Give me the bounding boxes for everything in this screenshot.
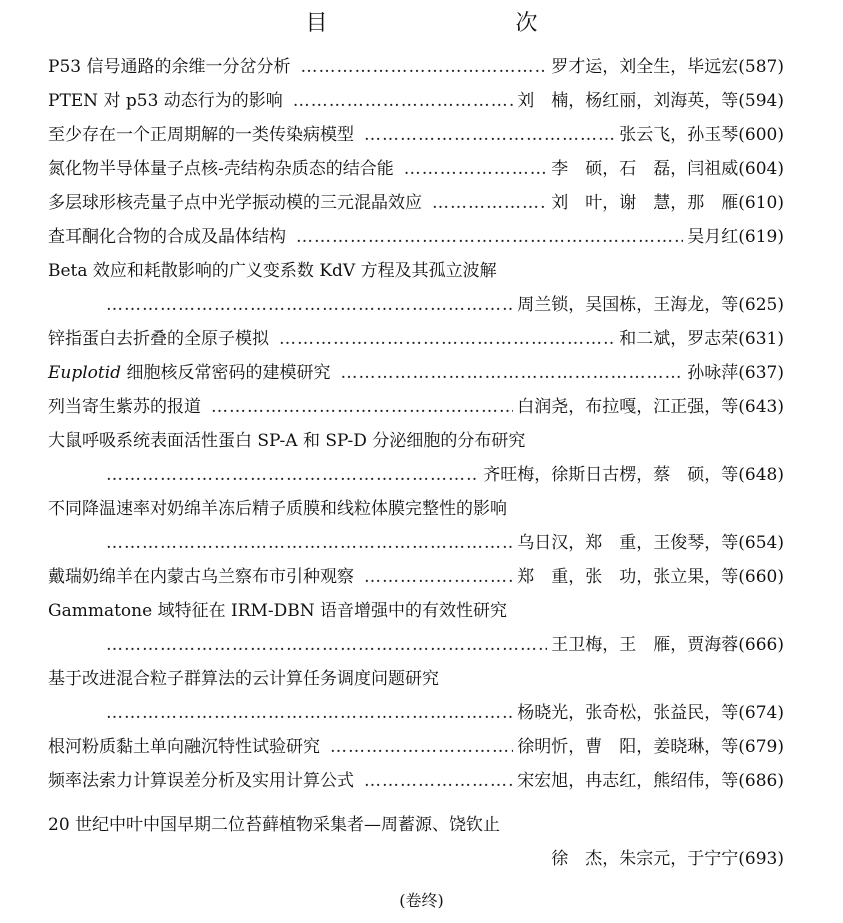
leader-dots	[106, 628, 547, 662]
leader-dots	[293, 84, 513, 118]
toc-entry	[48, 84, 784, 118]
entry-authors: 徐 杰，朱宗元，于宁宁	[551, 849, 739, 869]
entry-authors: 周兰锁，吴国栋，王海龙，等	[517, 295, 739, 315]
leader-dots	[211, 390, 513, 424]
entry-page: (625)	[738, 295, 784, 315]
entry-authors: 白润尧，布拉嘎，江正强，等	[517, 397, 739, 417]
entry-page: (610)	[738, 193, 784, 213]
entry-page: (679)	[738, 737, 784, 757]
entry-page: (604)	[738, 159, 784, 179]
entry-title: 锌指蛋白去折叠的全原子模拟	[48, 329, 269, 349]
leader-dots	[340, 356, 683, 390]
entry-title: 至少存在一个正周期解的一类传染病模型	[48, 125, 354, 145]
leader-dots	[404, 152, 548, 186]
toc-entry	[48, 662, 784, 730]
entry-authors: 齐旺梅，徐斯日古楞，蔡 硕，等	[483, 465, 739, 485]
toc-entry	[48, 322, 784, 356]
entry-title: 戴瑞奶绵羊在内蒙古乌兰察布市引种观察	[48, 567, 354, 587]
entry-authors: 张云飞，孙玉琴	[619, 125, 739, 145]
entry-authors: 和二斌，罗志荣	[619, 329, 739, 349]
toc-entry	[48, 594, 784, 662]
entry-title-italic: Euplotid	[48, 363, 122, 383]
entry-page: (654)	[738, 533, 784, 553]
entry-title: Beta 效应和耗散影响的广义变系数 KdV 方程及其孤立波解	[48, 261, 497, 281]
entry-authors: 杨晓光，张奇松，张益民，等	[517, 703, 739, 723]
toc-entry	[48, 356, 784, 390]
leader-dots	[330, 730, 513, 764]
leader-dots	[364, 764, 513, 798]
toc-entry	[48, 808, 784, 876]
toc-entry	[48, 186, 784, 220]
toc-entry	[48, 560, 784, 594]
leader-dots	[106, 526, 513, 560]
entry-page: (648)	[738, 465, 784, 485]
toc-entry	[48, 254, 784, 322]
leader-dots	[106, 696, 513, 730]
entry-title: Gammatone 域特征在 IRM-DBN 语音增强中的有效性研究	[48, 601, 508, 621]
toc-entry	[48, 50, 784, 84]
leader-dots	[279, 322, 615, 356]
entry-page: (637)	[738, 363, 784, 383]
entry-page: (693)	[738, 849, 784, 869]
entry-page: (600)	[738, 125, 784, 145]
entry-title: 列当寄生紫苏的报道	[48, 397, 201, 417]
toc-entry	[48, 764, 784, 798]
toc-entry	[48, 220, 784, 254]
entry-title: 氮化物半导体量子点核-壳结构杂质态的结合能	[48, 159, 394, 179]
entry-authors: 吴月红	[687, 227, 739, 247]
entry-title: 20 世纪中叶中国早期二位苔藓植物采集者—周蓄源、饶钦止	[48, 815, 501, 835]
leader-dots	[364, 560, 513, 594]
entry-title: PTEN 对 p53 动态行为的影响	[48, 91, 283, 111]
entry-title: 根河粉质黏土单向融沉特性试验研究	[48, 737, 320, 757]
entry-page: (643)	[738, 397, 784, 417]
toc-entry	[48, 492, 784, 560]
entry-title: 多层球形核壳量子点中光学振动模的三元混晶效应	[48, 193, 422, 213]
entry-authors: 郑 重，张 功，张立果，等	[517, 567, 739, 587]
entry-page: (686)	[738, 771, 784, 791]
entry-authors: 罗才运，刘全生，毕远宏	[551, 57, 739, 77]
entry-page: (587)	[738, 57, 784, 77]
entry-page: (619)	[738, 227, 784, 247]
toc-entry	[48, 424, 784, 492]
entry-authors: 王卫梅，王 雁，贾海蓉	[551, 635, 739, 655]
entry-authors: 孙咏萍	[687, 363, 739, 383]
volume-end-note: (卷终)	[399, 891, 444, 910]
toc-entry	[48, 730, 784, 764]
entry-title: 频率法索力计算误差分析及实用计算公式	[48, 771, 354, 791]
entry-title	[48, 356, 330, 390]
leader-dots	[300, 50, 547, 84]
entry-title-rest: 细胞核反常密码的建模研究	[121, 363, 331, 383]
entry-page: (631)	[738, 329, 784, 349]
leader-dots	[296, 220, 683, 254]
entry-title: P53 信号通路的余维一分岔分析	[48, 57, 291, 77]
entry-title: 查耳酮化合物的合成及晶体结构	[48, 227, 286, 247]
entry-authors: 刘 叶，谢 慧，那 雁	[551, 193, 739, 213]
entry-page: (594)	[738, 91, 784, 111]
entry-authors: 徐明忻，曹 阳，姜晓琳，等	[517, 737, 739, 757]
entry-authors: 刘 楠，杨红丽，刘海英，等	[517, 91, 739, 111]
entry-page: (674)	[738, 703, 784, 723]
toc-title: 目 次	[305, 11, 586, 36]
entry-authors: 宋宏旭，冉志红，熊绍伟，等	[517, 771, 739, 791]
leader-dots	[432, 186, 547, 220]
entry-page: (666)	[738, 635, 784, 655]
entry-title: 大鼠呼吸系统表面活性蛋白 SP-A 和 SP-D 分泌细胞的分布研究	[48, 431, 526, 451]
entry-title: 基于改进混合粒子群算法的云计算任务调度问题研究	[48, 669, 439, 689]
toc-entry	[48, 118, 784, 152]
entry-authors: 李 硕，石 磊，闫祖威	[551, 159, 739, 179]
toc-entry	[48, 152, 784, 186]
leader-dots	[106, 458, 479, 492]
entry-page: (660)	[738, 567, 784, 587]
leader-dots	[364, 118, 615, 152]
toc-entry	[48, 390, 784, 424]
leader-dots	[106, 288, 513, 322]
entry-authors: 乌日汉，郑 重，王俊琴，等	[517, 533, 739, 553]
entry-title: 不同降温速率对奶绵羊冻后精子质膜和线粒体膜完整性的影响	[48, 499, 507, 519]
